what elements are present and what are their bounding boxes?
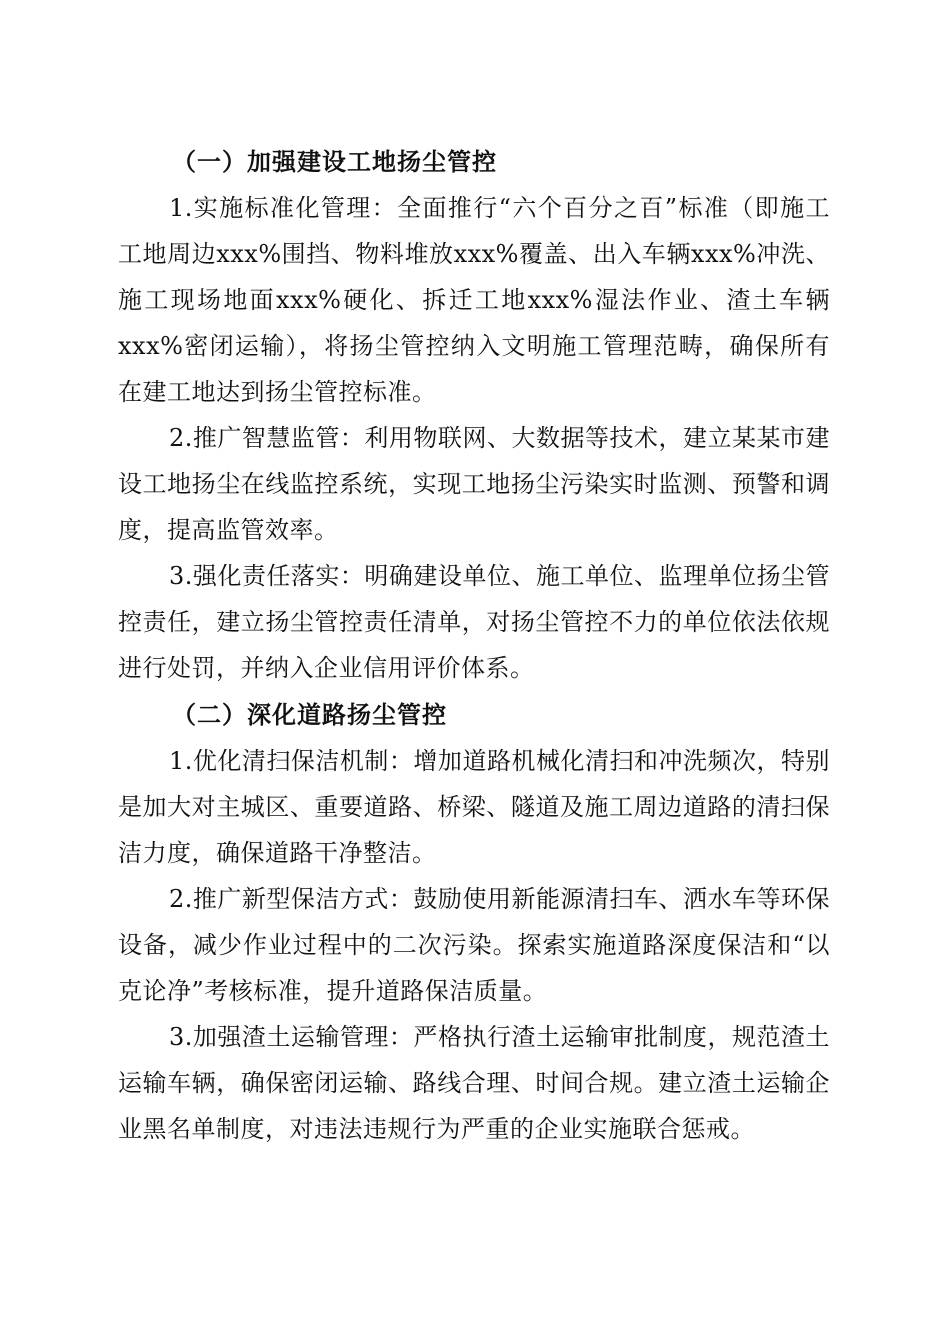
paragraph: 2.推广智慧监管：利用物联网、大数据等技术，建立某某市建设工地扬尘在线监控系统，实现工地扬尘污染实时监测、预警和调度，提高监管效率。 bbox=[118, 424, 830, 544]
section-heading-1: （一）加强建设工地扬尘管控 bbox=[172, 148, 497, 176]
paragraph: 1.优化清扫保洁机制：增加道路机械化清扫和冲洗频次，特别是加大对主城区、重要道路、桥梁、隧道及施工周边道路的清扫保洁力度，确保道路干净整洁。 bbox=[118, 747, 830, 867]
paragraph: 3.加强渣土运输管理：严格执行渣土运输审批制度，规范渣土运输车辆，确保密闭运输、路线合理、时间合规。建立渣土运输企业黑名单制度，对违法违规行为严重的企业实施联合惩戒。 bbox=[118, 1023, 830, 1143]
section-heading-2: （二）深化道路扬尘管控 bbox=[172, 701, 447, 729]
document-page bbox=[118, 140, 830, 1152]
paragraph: 3.强化责任落实：明确建设单位、施工单位、监理单位扬尘管控责任，建立扬尘管控责任清单，对扬尘管控不力的单位依法依规进行处罚，并纳入企业信用评价体系。 bbox=[118, 562, 830, 682]
paragraph: 2.推广新型保洁方式：鼓励使用新能源清扫车、洒水车等环保设备，减少作业过程中的二次污染。探索实施道路深度保洁和“以克论净”考核标准，提升道路保洁质量。 bbox=[118, 885, 830, 1005]
paragraph: 1.实施标准化管理：全面推行“六个百分之百”标准（即施工工地周边xxx%围挡、物料堆放xxx%覆盖、出入车辆xxx%冲洗、施工现场地面xxx%硬化、拆迁工地xxx%湿法作业、渣土车辆xxx%密闭运输），将扬尘管控纳入文明施工管理范畴，确保所有在建工地达到扬尘管控标准。 bbox=[118, 194, 830, 406]
